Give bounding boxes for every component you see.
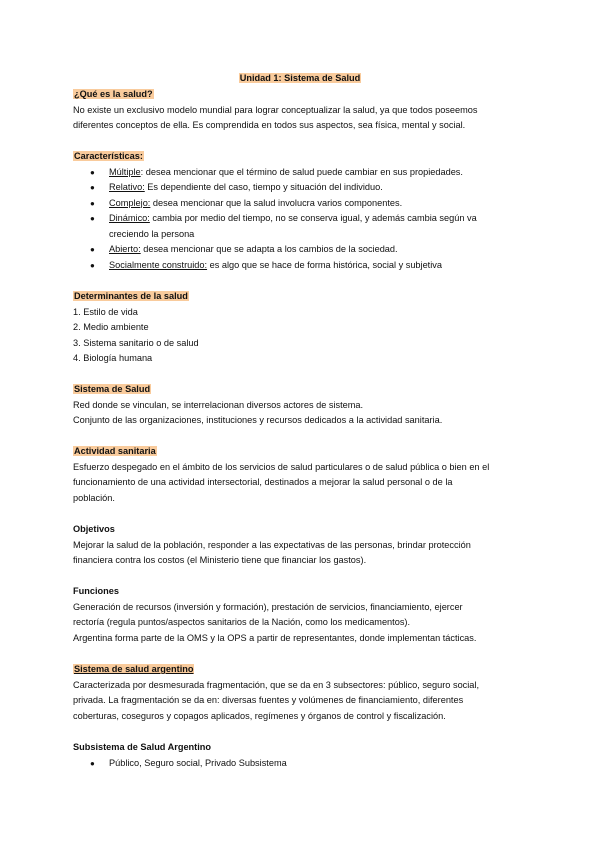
section-funciones [73, 584, 543, 646]
paragraph-line: Mejorar la salud de la población, responder a las expectativas de las personas, brindar protección [73, 539, 471, 550]
paragraph-line: financiera contra los costos (el Ministerio tiene que financiar los gastos). [73, 555, 367, 565]
section-que-es-la-salud [73, 87, 543, 134]
paragraph-line: población. [73, 492, 115, 503]
bullet-icon: ● [90, 245, 95, 254]
page-title: Unidad 1: Sistema de Salud [239, 73, 361, 83]
list-item: 2. Medio ambiente [73, 322, 149, 332]
list-item: ● Socialmente construido: es algo que se hace de forma histórica, social y subjetiva [73, 258, 543, 274]
paragraph-line: coberturas, coseguros y copagos aplicados, regímenes y órganos de control y fiscalización. [73, 710, 446, 721]
paragraph-line: Conjunto de las organizaciones, instituciones y recursos dedicados a la actividad sanitaria. [73, 415, 443, 425]
section-heading: Características: [74, 151, 143, 161]
paragraph-line: Argentina forma parte de la OMS y la OPS a partir de representantes, donde implementan tácticas. [73, 632, 477, 643]
section-heading: Sistema de salud argentino [74, 664, 194, 674]
determinants-list [73, 305, 543, 367]
section-heading: Subsistema de Salud Argentino [73, 742, 212, 752]
list-item: ● Público, Seguro social, Privado Subsistema [73, 756, 543, 772]
section-sistema-argentino [73, 662, 543, 724]
section-heading: Funciones [73, 586, 119, 596]
list-item: 1. Estilo de vida [73, 306, 138, 317]
section-heading: Determinantes de la salud [74, 291, 188, 301]
list-item: ● Dinámico: cambia por medio del tiempo, no se conserva igual, y además cambia según va creciendo la persona [90, 213, 477, 239]
bullet-icon: ● [90, 758, 95, 768]
section-determinantes [73, 289, 543, 367]
paragraph-line: diferentes conceptos de ella. Es comprendida en todos sus aspectos, sea física, mental y social. [73, 120, 466, 130]
list-item: ● Complejo: desea mencionar que la salud involucra varios componentes. [73, 196, 543, 212]
section-subsistema [73, 740, 543, 771]
section-sistema-de-salud [73, 382, 543, 429]
characteristics-list [73, 165, 543, 274]
list-item: ● Abierto: desea mencionar que se adapta a los cambios de la sociedad. [73, 242, 543, 258]
paragraph-line: rectoría (regula puntos/aspectos sanitarios de la Nación, como los medicamentos). [73, 617, 411, 627]
paragraph-line: Generación de recursos (inversión y formación), prestación de servicios, financiamiento, ejercer [73, 601, 463, 612]
bullet-icon: ● [90, 198, 95, 208]
paragraph-line: funcionamiento de una actividad intersectorial, destinados a mejorar la salud personal o de la [73, 477, 453, 487]
section-caracteristicas [73, 149, 543, 273]
list-item: ● Relativo: Es dependiente del caso, tiempo y situación del individuo. [73, 180, 543, 196]
section-heading: Objetivos [73, 524, 115, 534]
bullet-icon: ● [90, 183, 95, 192]
bullet-icon: ● [90, 260, 95, 270]
paragraph-line: Esfuerzo despegado en el ámbito de los servicios de salud particulares o de salud pública o bien en el [73, 461, 490, 472]
section-heading: Actividad sanitaria [74, 446, 156, 456]
subsystem-list [73, 756, 543, 772]
section-heading: ¿Qué es la salud? [74, 89, 153, 99]
list-item: ● Múltiple: desea mencionar que el término de salud puede cambiar en sus propiedades. [73, 165, 543, 181]
paragraph-line: No existe un exclusivo modelo mundial para lograr conceptualizar la salud, ya que todos poseemos [73, 104, 478, 115]
paragraph-line: Red donde se vinculan, se interrelacionan diversos actores de sistema. [73, 399, 364, 410]
paragraph-line: Caracterizada por desmesurada fragmentación, que se da en 3 subsectores: público, seguro social, [73, 679, 480, 690]
section-heading: Sistema de Salud [74, 384, 151, 394]
section-objetivos [73, 522, 543, 569]
list-item: 3. Sistema sanitario o de salud [73, 337, 199, 348]
list-item: 4. Biología humana [73, 353, 153, 363]
bullet-icon: ● [90, 214, 95, 223]
section-actividad-sanitaria [73, 444, 543, 506]
paragraph-line: privada. La fragmentación se da en: diversas fuentes y volúmenes de financiamiento, diferentes [73, 695, 464, 705]
bullet-icon: ● [90, 167, 95, 177]
